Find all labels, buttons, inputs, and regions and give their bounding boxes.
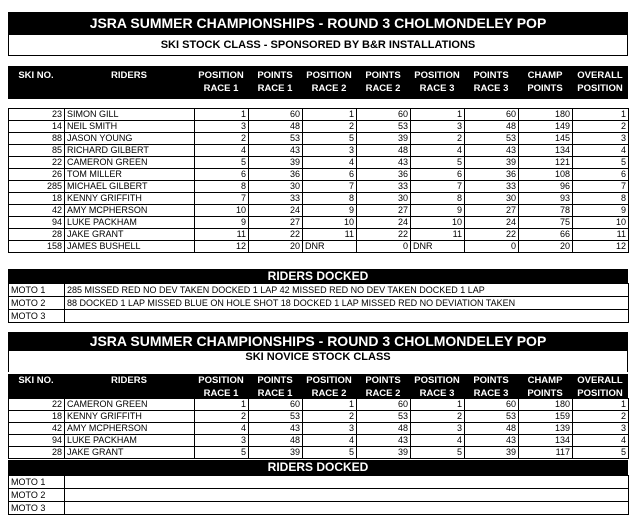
cell-position-race-2: 4 <box>303 435 357 447</box>
cell-overall-position: 2 <box>573 411 629 423</box>
cell-position-race-1: 8 <box>195 181 249 193</box>
header-champ-points-line-1: CHAMP <box>527 375 563 386</box>
cell-position-race-2: 11 <box>303 229 357 241</box>
table-row <box>9 193 629 205</box>
cell-points-race-3: 33 <box>465 181 519 193</box>
moto-notes <box>65 502 629 515</box>
cell-position-race-1: 7 <box>195 193 249 205</box>
header-points-race-2 <box>356 374 410 400</box>
cell-rider: LUKE PACKHAM <box>65 435 195 447</box>
header-points-race-1 <box>248 374 302 400</box>
cell-position-race-1: 12 <box>195 241 249 253</box>
cell-position-race-3: 5 <box>411 157 465 169</box>
cell-champ-points: 117 <box>519 447 573 459</box>
header-rider-line-1: RIDERS <box>111 375 147 386</box>
header-position-race-1 <box>194 69 248 95</box>
header-position-race-2 <box>302 374 356 400</box>
table-row <box>9 423 629 435</box>
cell-ski-no: 158 <box>9 241 65 253</box>
header-points-race-3 <box>464 69 518 95</box>
section1-moto-table <box>8 283 629 323</box>
cell-position-race-1: 1 <box>195 109 249 121</box>
cell-position-race-1: 4 <box>195 145 249 157</box>
cell-position-race-2: DNR <box>303 241 357 253</box>
cell-position-race-1: 6 <box>195 169 249 181</box>
section2-subtitle: SKI NOVICE STOCK CLASS <box>8 350 628 364</box>
cell-position-race-1: 9 <box>195 217 249 229</box>
section2-riders-docked-title: RIDERS DOCKED <box>8 460 628 475</box>
header-points-race-1-line-1: POINTS <box>257 70 293 81</box>
cell-position-race-2: 1 <box>303 109 357 121</box>
cell-ski-no: 88 <box>9 133 65 145</box>
table-row <box>9 205 629 217</box>
cell-position-race-2: 3 <box>303 423 357 435</box>
cell-points-race-2: 43 <box>357 157 411 169</box>
cell-overall-position: 9 <box>573 205 629 217</box>
moto-row <box>9 297 629 310</box>
cell-champ-points: 93 <box>519 193 573 205</box>
cell-points-race-3: 43 <box>465 145 519 157</box>
cell-points-race-3: 43 <box>465 435 519 447</box>
cell-champ-points: 134 <box>519 145 573 157</box>
cell-position-race-2: 2 <box>303 121 357 133</box>
cell-champ-points: 139 <box>519 423 573 435</box>
cell-overall-position: 1 <box>573 399 629 411</box>
cell-overall-position: 3 <box>573 133 629 145</box>
cell-ski-no: 18 <box>9 411 65 423</box>
table-row <box>9 435 629 447</box>
cell-points-race-2: 53 <box>357 121 411 133</box>
cell-position-race-3: 2 <box>411 133 465 145</box>
cell-position-race-3: 10 <box>411 217 465 229</box>
cell-rider: JAKE GRANT <box>65 447 195 459</box>
cell-position-race-3: 7 <box>411 181 465 193</box>
header-position-race-1-line-2: RACE 1 <box>203 83 239 94</box>
cell-points-race-3: 48 <box>465 423 519 435</box>
cell-position-race-2: 10 <box>303 217 357 229</box>
header-points-race-2-line-1: POINTS <box>365 70 401 81</box>
cell-position-race-3: 3 <box>411 423 465 435</box>
cell-rider: MICHAEL GILBERT <box>65 181 195 193</box>
cell-overall-position: 12 <box>573 241 629 253</box>
cell-points-race-2: 48 <box>357 423 411 435</box>
table-row <box>9 133 629 145</box>
cell-overall-position: 3 <box>573 423 629 435</box>
header-points-race-2-line-1: POINTS <box>365 375 401 386</box>
cell-position-race-2: 1 <box>303 399 357 411</box>
moto-row <box>9 502 629 515</box>
table-row <box>9 217 629 229</box>
cell-champ-points: 145 <box>519 133 573 145</box>
cell-ski-no: 18 <box>9 193 65 205</box>
cell-champ-points: 180 <box>519 399 573 411</box>
header-points-race-3-line-1: POINTS <box>473 375 509 386</box>
cell-points-race-2: 39 <box>357 133 411 145</box>
cell-position-race-3: 1 <box>411 399 465 411</box>
header-overall-position-line-1: OVERALL <box>577 375 623 386</box>
header-points-race-2-line-2: RACE 2 <box>365 388 401 399</box>
cell-position-race-2: 3 <box>303 145 357 157</box>
cell-position-race-3: 5 <box>411 447 465 459</box>
cell-ski-no: 42 <box>9 423 65 435</box>
cell-ski-no: 26 <box>9 169 65 181</box>
cell-ski-no: 14 <box>9 121 65 133</box>
header-ski-no <box>8 69 64 82</box>
cell-rider: CAMERON GREEN <box>65 399 195 411</box>
cell-points-race-3: 0 <box>465 241 519 253</box>
cell-position-race-3: 6 <box>411 169 465 181</box>
cell-ski-no: 23 <box>9 109 65 121</box>
cell-rider: AMY MCPHERSON <box>65 205 195 217</box>
moto-row <box>9 489 629 502</box>
cell-champ-points: 159 <box>519 411 573 423</box>
cell-points-race-2: 24 <box>357 217 411 229</box>
table-row <box>9 229 629 241</box>
cell-overall-position: 2 <box>573 121 629 133</box>
cell-champ-points: 121 <box>519 157 573 169</box>
header-overall-position-line-1: OVERALL <box>577 70 623 81</box>
cell-champ-points: 75 <box>519 217 573 229</box>
moto-notes: 88 DOCKED 1 LAP MISSED BLUE ON HOLE SHOT 18 DOCKED 1 LAP MISSED RED NO DEVIATION TAKEN <box>65 297 629 310</box>
cell-points-race-2: 30 <box>357 193 411 205</box>
cell-points-race-2: 60 <box>357 109 411 121</box>
cell-overall-position: 10 <box>573 217 629 229</box>
header-position-race-1-line-1: POSITION <box>198 375 244 386</box>
header-champ-points-line-2: POINTS <box>527 388 563 399</box>
header-overall-position <box>572 374 628 400</box>
cell-overall-position: 11 <box>573 229 629 241</box>
table-row <box>9 399 629 411</box>
cell-position-race-1: 3 <box>195 435 249 447</box>
cell-rider: KENNY GRIFFITH <box>65 411 195 423</box>
section1-subtitle: SKI STOCK CLASS - SPONSORED BY B&R INSTALLATIONS <box>8 34 628 56</box>
moto-notes <box>65 310 629 323</box>
cell-points-race-2: 39 <box>357 447 411 459</box>
moto-label: MOTO 1 <box>9 476 65 489</box>
cell-rider: CAMERON GREEN <box>65 157 195 169</box>
moto-label: MOTO 3 <box>9 502 65 515</box>
cell-points-race-1: 48 <box>249 435 303 447</box>
cell-points-race-3: 30 <box>465 193 519 205</box>
cell-overall-position: 5 <box>573 447 629 459</box>
cell-rider: RICHARD GILBERT <box>65 145 195 157</box>
cell-position-race-3: 4 <box>411 435 465 447</box>
header-points-race-1-line-2: RACE 1 <box>257 388 293 399</box>
cell-overall-position: 4 <box>573 145 629 157</box>
cell-points-race-3: 27 <box>465 205 519 217</box>
header-points-race-2-line-2: RACE 2 <box>365 83 401 94</box>
header-position-race-3-line-2: RACE 3 <box>419 388 455 399</box>
header-position-race-1-line-2: RACE 1 <box>203 388 239 399</box>
cell-champ-points: 134 <box>519 435 573 447</box>
section1-results-table <box>8 108 629 253</box>
section2-moto-table <box>8 475 629 515</box>
header-position-race-3-line-1: POSITION <box>414 70 460 81</box>
cell-champ-points: 96 <box>519 181 573 193</box>
cell-position-race-3: 4 <box>411 145 465 157</box>
cell-points-race-2: 48 <box>357 145 411 157</box>
section2-column-header <box>8 374 628 398</box>
table-row <box>9 447 629 459</box>
cell-position-race-3: 9 <box>411 205 465 217</box>
cell-champ-points: 149 <box>519 121 573 133</box>
cell-champ-points: 78 <box>519 205 573 217</box>
header-points-race-3 <box>464 374 518 400</box>
header-overall-position-line-2: POSITION <box>577 83 623 94</box>
table-row <box>9 157 629 169</box>
cell-overall-position: 1 <box>573 109 629 121</box>
cell-points-race-1: 20 <box>249 241 303 253</box>
cell-champ-points: 180 <box>519 109 573 121</box>
section2-spacer <box>8 364 628 372</box>
header-champ-points <box>518 374 572 400</box>
header-rider <box>64 374 194 387</box>
cell-position-race-3: 3 <box>411 121 465 133</box>
header-points-race-1-line-1: POINTS <box>257 375 293 386</box>
cell-overall-position: 5 <box>573 157 629 169</box>
cell-points-race-3: 22 <box>465 229 519 241</box>
cell-points-race-1: 53 <box>249 411 303 423</box>
cell-points-race-1: 22 <box>249 229 303 241</box>
cell-points-race-1: 43 <box>249 423 303 435</box>
header-points-race-2 <box>356 69 410 95</box>
section1-title: JSRA SUMMER CHAMPIONSHIPS - ROUND 3 CHOLMONDELEY POP <box>8 12 628 34</box>
header-position-race-3-line-2: RACE 3 <box>419 83 455 94</box>
cell-position-race-2: 7 <box>303 181 357 193</box>
header-rider-line-1: RIDERS <box>111 70 147 81</box>
cell-points-race-1: 30 <box>249 181 303 193</box>
header-position-race-2-line-2: RACE 2 <box>311 388 347 399</box>
cell-points-race-3: 60 <box>465 399 519 411</box>
header-position-race-3-line-1: POSITION <box>414 375 460 386</box>
cell-points-race-2: 53 <box>357 411 411 423</box>
cell-champ-points: 66 <box>519 229 573 241</box>
cell-points-race-1: 60 <box>249 109 303 121</box>
cell-points-race-1: 53 <box>249 133 303 145</box>
cell-position-race-2: 6 <box>303 169 357 181</box>
section1-column-header <box>8 66 628 99</box>
section2-results-table <box>8 398 629 459</box>
cell-points-race-2: 33 <box>357 181 411 193</box>
cell-ski-no: 85 <box>9 145 65 157</box>
cell-points-race-2: 22 <box>357 229 411 241</box>
header-position-race-2-line-1: POSITION <box>306 70 352 81</box>
cell-champ-points: 20 <box>519 241 573 253</box>
moto-label: MOTO 2 <box>9 489 65 502</box>
moto-notes: 285 MISSED RED NO DEV TAKEN DOCKED 1 LAP 42 MISSED RED NO DEV TAKEN DOCKED 1 LAP <box>65 284 629 297</box>
cell-ski-no: 22 <box>9 157 65 169</box>
cell-position-race-3: 11 <box>411 229 465 241</box>
header-rider <box>64 69 194 82</box>
cell-points-race-3: 24 <box>465 217 519 229</box>
table-row <box>9 181 629 193</box>
cell-position-race-2: 4 <box>303 157 357 169</box>
header-position-race-2-line-2: RACE 2 <box>311 83 347 94</box>
cell-overall-position: 4 <box>573 435 629 447</box>
cell-rider: SIMON GILL <box>65 109 195 121</box>
cell-position-race-2: 5 <box>303 133 357 145</box>
table-row <box>9 169 629 181</box>
header-ski-no-line-1: SKI NO. <box>18 375 54 386</box>
header-champ-points-line-1: CHAMP <box>527 70 563 81</box>
cell-position-race-2: 9 <box>303 205 357 217</box>
cell-points-race-2: 27 <box>357 205 411 217</box>
cell-points-race-2: 43 <box>357 435 411 447</box>
header-points-race-1-line-2: RACE 1 <box>257 83 293 94</box>
header-ski-no-line-1: SKI NO. <box>18 70 54 81</box>
cell-points-race-2: 60 <box>357 399 411 411</box>
cell-champ-points: 108 <box>519 169 573 181</box>
header-ski-no <box>8 374 64 387</box>
cell-rider: KENNY GRIFFITH <box>65 193 195 205</box>
cell-position-race-1: 3 <box>195 121 249 133</box>
table-row <box>9 241 629 253</box>
header-champ-points <box>518 69 572 95</box>
cell-overall-position: 8 <box>573 193 629 205</box>
cell-position-race-1: 5 <box>195 447 249 459</box>
cell-points-race-3: 53 <box>465 133 519 145</box>
cell-points-race-3: 39 <box>465 447 519 459</box>
header-position-race-1-line-1: POSITION <box>198 70 244 81</box>
table-row <box>9 121 629 133</box>
cell-position-race-3: 1 <box>411 109 465 121</box>
header-points-race-3-line-2: RACE 3 <box>473 83 509 94</box>
cell-rider: TOM MILLER <box>65 169 195 181</box>
cell-points-race-1: 43 <box>249 145 303 157</box>
header-position-race-3 <box>410 374 464 400</box>
moto-label: MOTO 1 <box>9 284 65 297</box>
moto-row <box>9 310 629 323</box>
cell-overall-position: 7 <box>573 181 629 193</box>
cell-points-race-1: 36 <box>249 169 303 181</box>
cell-points-race-2: 0 <box>357 241 411 253</box>
cell-position-race-1: 4 <box>195 423 249 435</box>
cell-points-race-1: 48 <box>249 121 303 133</box>
cell-rider: LUKE PACKHAM <box>65 217 195 229</box>
cell-points-race-3: 36 <box>465 169 519 181</box>
moto-label: MOTO 2 <box>9 297 65 310</box>
cell-ski-no: 28 <box>9 229 65 241</box>
cell-position-race-2: 5 <box>303 447 357 459</box>
cell-points-race-1: 27 <box>249 217 303 229</box>
header-points-race-3-line-2: RACE 3 <box>473 388 509 399</box>
moto-notes <box>65 476 629 489</box>
cell-points-race-1: 60 <box>249 399 303 411</box>
section2-title: JSRA SUMMER CHAMPIONSHIPS - ROUND 3 CHOLMONDELEY POP <box>8 332 628 350</box>
cell-ski-no: 285 <box>9 181 65 193</box>
cell-position-race-3: 8 <box>411 193 465 205</box>
header-points-race-1 <box>248 69 302 95</box>
cell-position-race-1: 2 <box>195 133 249 145</box>
header-overall-position <box>572 69 628 95</box>
cell-position-race-1: 11 <box>195 229 249 241</box>
moto-notes <box>65 489 629 502</box>
header-position-race-2-line-1: POSITION <box>306 375 352 386</box>
cell-ski-no: 94 <box>9 217 65 229</box>
cell-points-race-3: 39 <box>465 157 519 169</box>
cell-ski-no: 94 <box>9 435 65 447</box>
cell-position-race-2: 8 <box>303 193 357 205</box>
cell-position-race-1: 2 <box>195 411 249 423</box>
header-overall-position-line-2: POSITION <box>577 388 623 399</box>
cell-overall-position: 6 <box>573 169 629 181</box>
header-position-race-3 <box>410 69 464 95</box>
cell-rider: JAKE GRANT <box>65 229 195 241</box>
cell-points-race-2: 36 <box>357 169 411 181</box>
cell-position-race-1: 10 <box>195 205 249 217</box>
cell-position-race-2: 2 <box>303 411 357 423</box>
cell-position-race-3: 2 <box>411 411 465 423</box>
cell-points-race-1: 24 <box>249 205 303 217</box>
cell-rider: JAMES BUSHELL <box>65 241 195 253</box>
cell-points-race-1: 39 <box>249 157 303 169</box>
cell-position-race-1: 1 <box>195 399 249 411</box>
moto-row <box>9 284 629 297</box>
header-position-race-1 <box>194 374 248 400</box>
cell-position-race-1: 5 <box>195 157 249 169</box>
header-points-race-3-line-1: POINTS <box>473 70 509 81</box>
cell-points-race-3: 48 <box>465 121 519 133</box>
cell-ski-no: 42 <box>9 205 65 217</box>
cell-ski-no: 22 <box>9 399 65 411</box>
header-champ-points-line-2: POINTS <box>527 83 563 94</box>
cell-position-race-3: DNR <box>411 241 465 253</box>
header-position-race-2 <box>302 69 356 95</box>
table-row <box>9 145 629 157</box>
moto-label: MOTO 3 <box>9 310 65 323</box>
cell-points-race-1: 39 <box>249 447 303 459</box>
table-row <box>9 109 629 121</box>
cell-points-race-3: 60 <box>465 109 519 121</box>
cell-points-race-3: 53 <box>465 411 519 423</box>
cell-rider: NEIL SMITH <box>65 121 195 133</box>
cell-rider: AMY MCPHERSON <box>65 423 195 435</box>
section1-riders-docked-title: RIDERS DOCKED <box>8 269 628 283</box>
cell-points-race-1: 33 <box>249 193 303 205</box>
moto-row <box>9 476 629 489</box>
cell-rider: JASON YOUNG <box>65 133 195 145</box>
cell-ski-no: 28 <box>9 447 65 459</box>
table-row <box>9 411 629 423</box>
